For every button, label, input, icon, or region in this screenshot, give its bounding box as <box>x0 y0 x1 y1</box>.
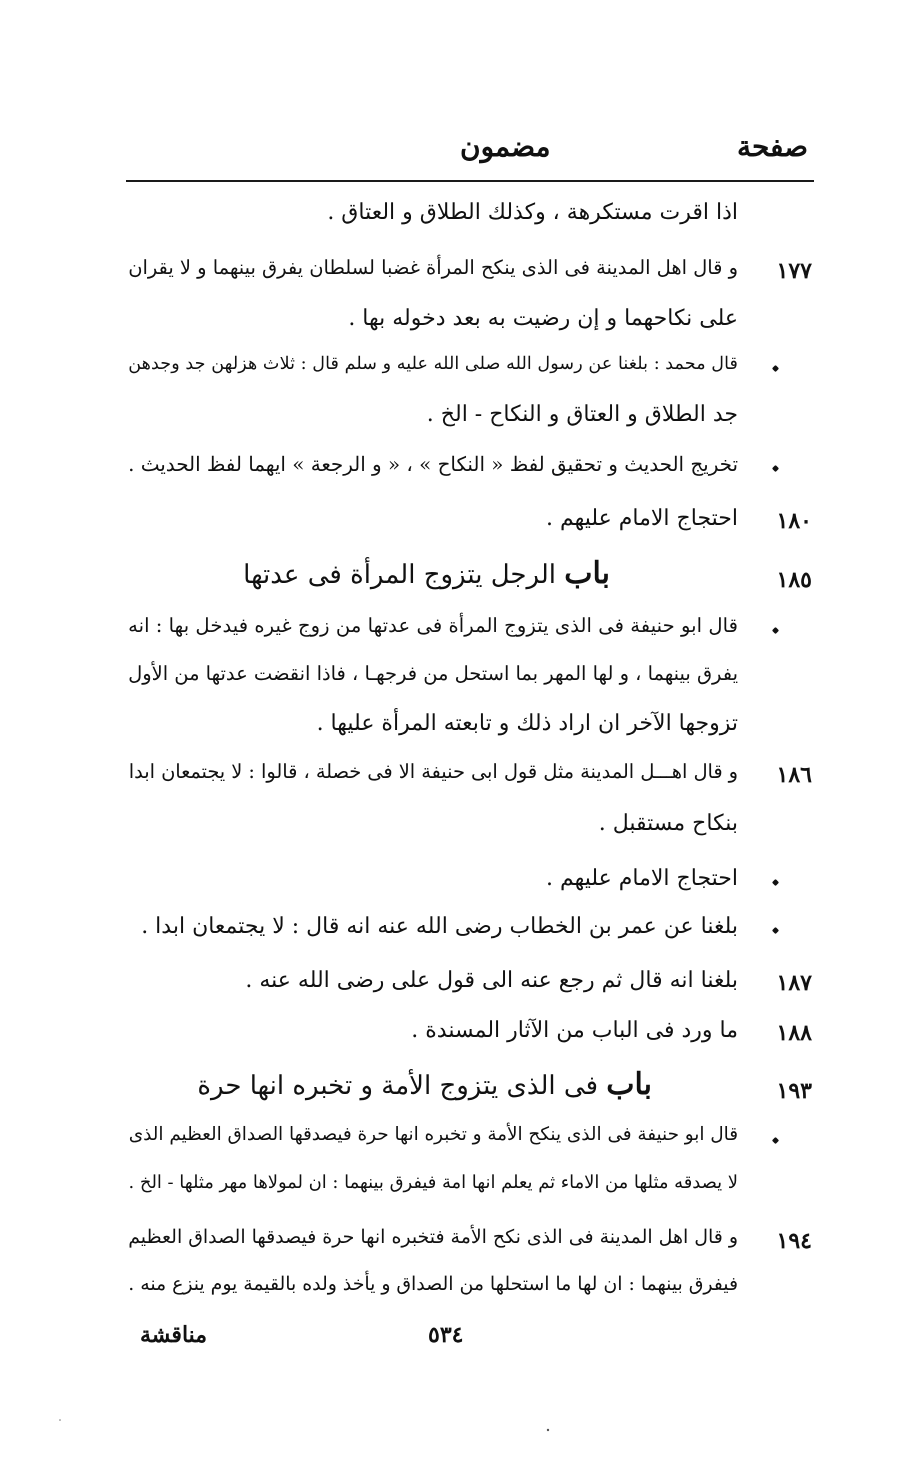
page-ref-number: ١٨٠ <box>776 508 812 534</box>
chapter-heading-title: فى الذى يتزوج الأمة و تخبره انها حرة <box>197 1071 598 1101</box>
scan-speck <box>547 1429 549 1431</box>
scan-speck <box>59 1419 61 1421</box>
chapter-heading-title: الرجل يتزوج المرأة فى عدتها <box>243 560 556 590</box>
page-ref-number: ١٩٤ <box>776 1228 812 1254</box>
index-line: يفرق بينهما ، و لها المهر بما استحل من فرجهـا ، فاذا انقضت عدتها من الأول <box>128 662 738 685</box>
index-line: اذا اقرت مستكرهة ، وكذلك الطلاق و العتاق . <box>327 200 738 225</box>
index-line: قال محمد : بلغنا عن رسول الله صلى الله عليه و سلم قال : ثلاث هزلهن جد وجدهن <box>128 354 738 374</box>
page-ref-number: ١٨٦ <box>776 762 812 788</box>
page-ref-number: ١٨٧ <box>776 970 812 996</box>
index-line: فيفرق بينهما : ان لها ما استحلها من الصداق و يأخذ ولده بالقيمة يوم ينزع منه . <box>128 1274 738 1295</box>
index-line: ما ورد فى الباب من الآثار المسندة . <box>411 1018 738 1043</box>
page-ref-number: ١٨٨ <box>776 1020 812 1046</box>
index-line: و قال اهل المدينة فى الذى ينكح المرأة غضبا لسلطان يفرق بينهما و لا يقران <box>128 256 738 279</box>
index-line: قال ابو حنيفة فى الذى يتزوج المرأة فى عدتها من زوج غيره فيدخل بها : انه <box>128 614 738 637</box>
index-line: تزوجها الآخر ان اراد ذلك و تابعته المرأة عليها . <box>316 711 738 736</box>
index-line: احتجاج الامام عليهم . <box>545 866 738 891</box>
index-line: تخريج الحديث و تحقيق لفظ « النكاح » ، « و الرجعة » ايهما لفظ الحديث . <box>128 453 738 476</box>
content-column-header: مضمون <box>460 130 551 163</box>
index-line: و قال اهل المدينة فى الذى نكح الأمة فتخبره انها حرة فيصدقها الصداق العظيم <box>128 1226 738 1248</box>
page-ref-number: ١٧٧ <box>776 258 812 284</box>
chapter-heading-keyword: باب <box>564 556 610 591</box>
index-line: احتجاج الامام عليهم . <box>545 506 738 531</box>
catchword: مناقشة <box>140 1322 208 1348</box>
page-ref-number: ١٩٣ <box>776 1078 812 1104</box>
index-line: و قال اهـــل المدينة مثل قول ابى حنيفة الا فى خصلة ، قالوا : لا يجتمعان ابدا <box>128 760 738 783</box>
index-line: لا يصدقه مثلها من الاماء ثم يعلم انها امة فيفرق بينهما : ان لمولاها مهر مثلها - الخ . <box>128 1172 738 1193</box>
index-line: بلغنا عن عمر بن الخطاب رضى الله عنه انه قال : لا يجتمعان ابدا . <box>141 914 738 939</box>
index-line: جد الطلاق و العتاق و النكاح - الخ . <box>426 402 738 427</box>
chapter-heading-keyword: باب <box>606 1067 652 1102</box>
index-line: بلغنا انه قال ثم رجع عنه الى قول على رضى الله عنه . <box>245 968 738 993</box>
index-line: على نكاحهما و إن رضيت به بعد دخوله بها . <box>348 306 738 331</box>
page-number: ٥٣٤ <box>428 1322 464 1348</box>
page-column-header: صفحة <box>736 130 808 163</box>
page-ref-number: ١٨٥ <box>776 567 812 593</box>
index-line: بنكاح مستقبل . <box>598 811 738 836</box>
index-line: قال ابو حنيفة فى الذى ينكح الأمة و تخبره انها حرة فيصدقها الصداق العظيم الذى <box>128 1124 738 1145</box>
